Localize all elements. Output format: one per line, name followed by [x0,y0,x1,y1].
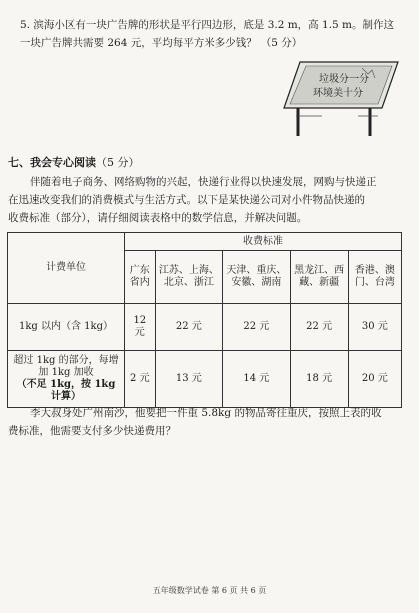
row-label: 1kg 以内（含 1kg） [8,304,125,351]
problem-line-2: 费标准，他需要支付多少快递费用？ [8,425,176,437]
question-5-line-2 [20,36,302,50]
question-5-points: （5 分） [260,37,303,49]
paragraph-line-1: 伴随着电子商务、网络购物的兴起，快递行业得以快速发展，网购与快递正 [30,176,377,188]
row-label: 超过 1kg 的部分，每增加 1kg 加收 [13,355,119,378]
row-label-cell [8,351,125,408]
fee-cell: 12 元 [125,304,156,351]
fee-cell: 18 元 [290,351,348,408]
paragraph-line-3: 收费标准（部分），请仔细阅读表格中的数学信息，并解决问题。 [8,212,308,224]
fee-header: 收费标准 [125,233,402,251]
fee-cell: 30 元 [348,304,401,351]
billboard-text-1: 垃圾分一分 [319,74,369,85]
table-row [8,351,402,408]
region-header: 天津、重庆、安徽、湖南 [223,251,291,304]
paragraph-line-2: 在迅速改变我们的消费模式与生活方式。以下是某快递公司对小件物品快递的 [8,194,365,206]
unit-header: 计费单位 [8,233,125,304]
fee-cell: 14 元 [223,351,291,408]
billboard-illustration [282,58,400,142]
region-header: 黑龙江、西藏、新疆 [290,251,348,304]
fee-cell: 22 元 [223,304,291,351]
problem-line-1: 李大叔身处广州南沙，他要把一件重 5.8kg 的物品寄往重庆，按照上表的收 [30,407,382,419]
question-5-line-1: 5. 滨海小区有一块广告牌的形状是平行四边形，底是 3.2 m，高 1.5 m。制作这 [20,19,395,31]
fee-cell: 13 元 [155,351,223,408]
billboard-text-2: 环境美十分 [313,88,363,99]
table-row [8,304,402,351]
region-header: 香港、澳门、台湾 [348,251,401,304]
region-header: 江苏、上海、北京、浙江 [155,251,223,304]
page-footer: 五年级数学试卷 第 6 页 共 6 页 [152,586,267,595]
section-7-title [8,154,140,170]
fee-table [7,232,402,408]
section-7-heading: 七、我会专心阅读 [8,156,96,169]
section-7-points: （5 分） [96,156,140,169]
fee-cell: 20 元 [348,351,401,408]
fee-cell: 2 元 [125,351,156,408]
region-header: 广东省内 [125,251,156,304]
row-note: （不足 1kg，按 1kg 计算） [16,379,116,402]
fee-cell: 22 元 [290,304,348,351]
fee-cell: 22 元 [155,304,223,351]
question-5-text: 一块广告牌共需要 264 元，平均每平方米多少钱？ [20,37,257,49]
